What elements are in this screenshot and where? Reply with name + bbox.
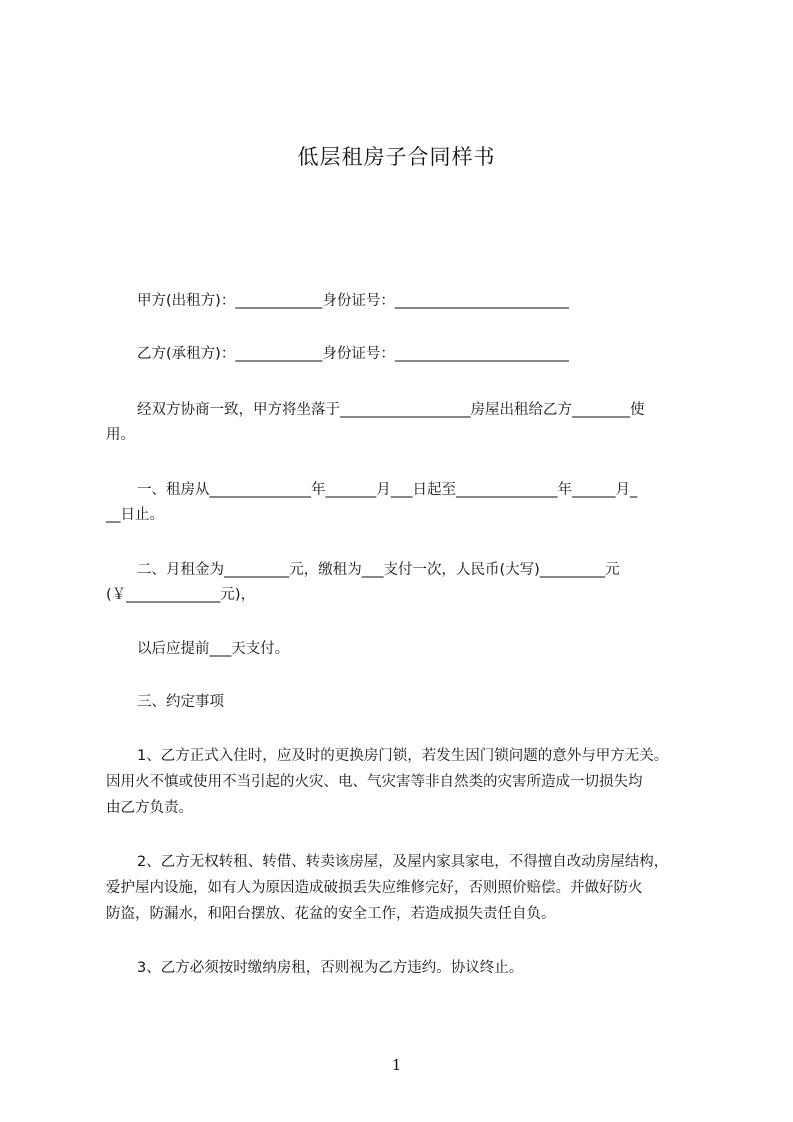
clause-1-line-2: 因用火不慎或使用不当引起的火灾、电、气灾害等非自然类的灾害所造成一切损失均 [106, 774, 643, 790]
party-a-line: 甲方(出租方)：____________身份证号：________________________ [137, 293, 569, 309]
rent-line-2: (￥_____________元)， [106, 587, 256, 603]
payment-advance-line: 以后应提前___天支付。 [137, 641, 290, 657]
clause-2-line-3: 防盗，防漏水，和阳台摆放、花盆的安全工作，若造成损失责任自负。 [106, 906, 556, 922]
document-title: 低层租房子合同样书 [297, 145, 496, 169]
clause-1-line-1: 1、乙方正式入住时，应及时的更换房门锁，若发生因门锁问题的意外与甲方无关。 [137, 748, 669, 764]
clause-1-line-3: 由乙方负责。 [106, 800, 193, 816]
clause-2-line-2: 爱护屋内设施，如有人为原因造成破损丢失应维修完好，否则照价赔偿。并做好防火 [106, 880, 643, 896]
clause-3-line-1: 3、乙方必须按时缴纳房租，否则视为乙方违约。协议终止。 [137, 960, 524, 976]
term-line-2: __日止。 [106, 507, 164, 523]
page-number: 1 [391, 1056, 402, 1074]
agreement-line-1: 经双方协商一致，甲方将坐落于__________________房屋出租给乙方________使 [137, 402, 645, 418]
agreement-line-2: 用。 [106, 427, 135, 443]
term-line-1: 一、租房从______________年_______月___日起至______________年______月_ [137, 482, 638, 498]
party-b-line: 乙方(承租方)：____________身份证号：________________________ [137, 346, 569, 362]
section-heading: 三、约定事项 [137, 694, 224, 710]
rent-line-1: 二、月租金为_________元，缴租为___支付一次，人民币(大写)_________元 [137, 562, 620, 578]
clause-2-line-1: 2、乙方无权转租、转借、转卖该房屋，及屋内家具家电，不得擅自改动房屋结构， [137, 854, 669, 870]
